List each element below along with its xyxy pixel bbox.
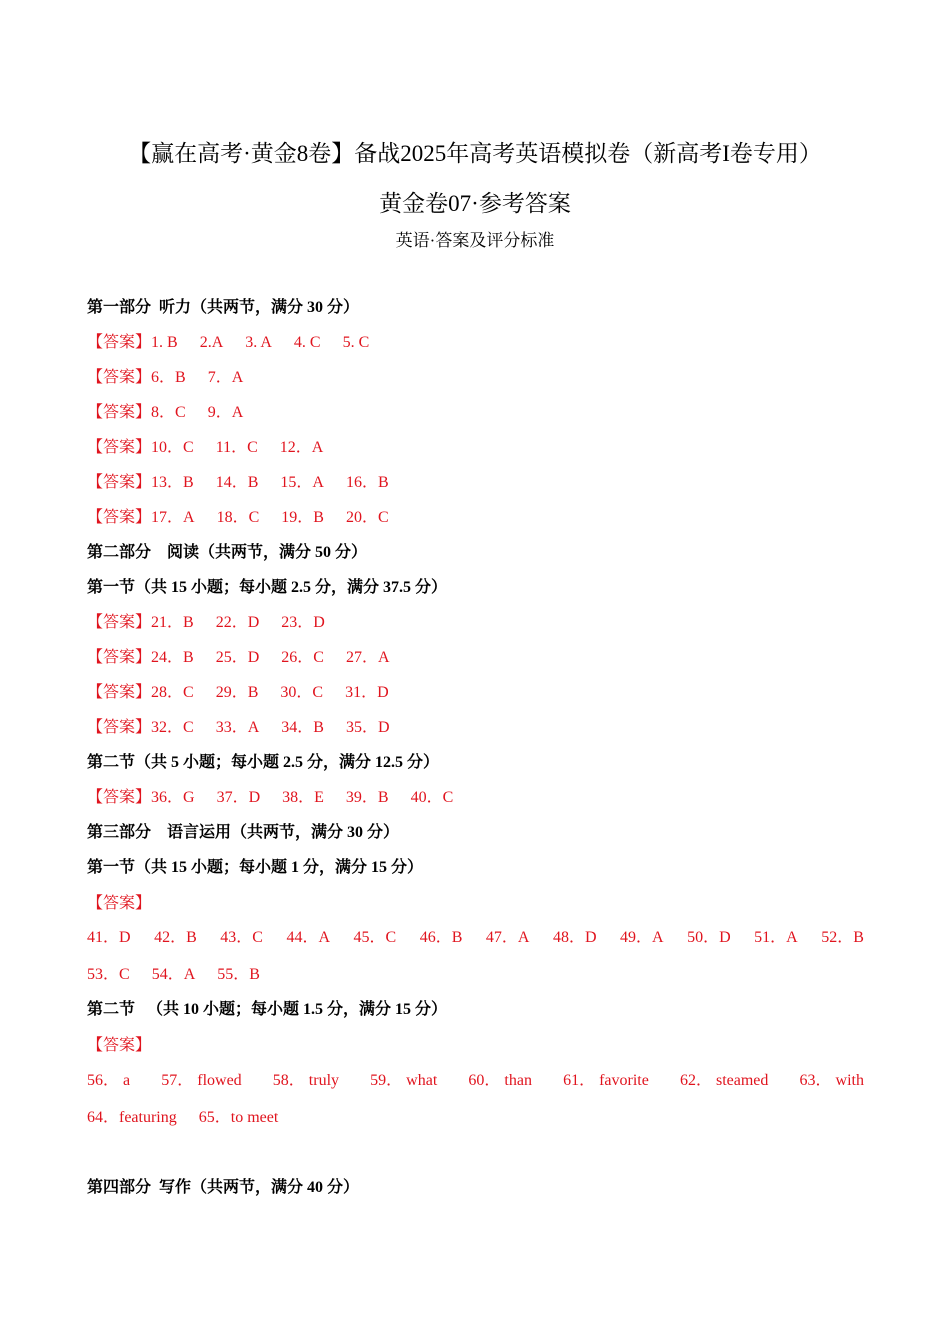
answer-item: 25．D (215, 649, 260, 666)
answer-item: 18．C (216, 509, 260, 526)
answer-item: 14．B (215, 474, 259, 491)
answer-item: 10．C (151, 439, 194, 456)
answer-line (87, 473, 411, 493)
answer-item: 3. A (245, 334, 272, 351)
answer-item: 35．D (345, 719, 390, 736)
answer-line (87, 1108, 300, 1128)
answer-item: 24．B (151, 649, 194, 666)
section-heading: 第二节 （共 10 小题；每小题 1.5 分，满分 15 分） (87, 1001, 448, 1018)
answer-label: 【答案】 (87, 719, 152, 736)
answer-item: 2.A (199, 334, 224, 351)
answer-item: 44．A (286, 929, 330, 946)
answer-item: 59． what (370, 1072, 438, 1089)
answer-item: 48．D (552, 929, 597, 946)
document-title: 【赢在高考·黄金8卷】备战2025年高考英语模拟卷（新高考I卷专用） (128, 141, 822, 166)
answer-item: 31．D (345, 684, 389, 701)
answer-label: 【答案】 (87, 474, 152, 491)
answer-item: 47．A (485, 929, 530, 946)
answer-line (87, 965, 282, 985)
document-subtitle: 黄金卷07·参考答案 (379, 191, 571, 216)
answer-item: 34．B (281, 719, 324, 736)
answer-label: 【答案】 (87, 684, 152, 701)
answer-item: 45．C (353, 929, 397, 946)
answer-item: 33．A (215, 719, 260, 736)
answer-item: 62． steamed (679, 1072, 769, 1089)
answer-line (87, 718, 412, 738)
answer-line (87, 648, 412, 668)
answer-item: 53．C (87, 966, 130, 983)
answer-item: 57． flowed (161, 1072, 242, 1089)
answer-line (87, 894, 151, 914)
answer-item: 32．C (151, 719, 194, 736)
answer-label: 【答案】 (87, 895, 152, 912)
answer-item: 54．A (151, 966, 196, 983)
answer-label: 【答案】 (87, 334, 152, 351)
answer-item: 20．C (345, 509, 389, 526)
answer-item: 61． favorite (563, 1072, 649, 1089)
answer-item: 60． than (468, 1072, 532, 1089)
section-heading: 第一节（共 15 小题；每小题 1 分，满分 15 分） (87, 859, 424, 876)
document-caption: 英语·答案及评分标准 (395, 231, 555, 250)
answer-line (87, 508, 411, 528)
answer-item: 13．B (151, 474, 194, 491)
answer-item: 50．D (687, 929, 731, 946)
answer-item: 52．B (821, 929, 864, 946)
answer-line (87, 613, 347, 633)
answer-item: 37．D (216, 789, 261, 806)
answer-item: 38．E (282, 789, 324, 806)
answer-item: 16．B (345, 474, 389, 491)
answer-line (87, 928, 864, 948)
answer-item: 42．B (154, 929, 197, 946)
answer-line (87, 788, 475, 808)
answer-label: 【答案】 (87, 439, 152, 456)
answer-item: 55．B (217, 966, 260, 983)
answer-item: 58． truly (272, 1072, 340, 1089)
answer-item: 29．B (215, 684, 259, 701)
answer-label: 【答案】 (87, 649, 152, 666)
answer-line (87, 1071, 864, 1091)
section-heading: 第四部分 写作（共两节，满分 40 分） (87, 1179, 360, 1196)
answer-item: 28．C (151, 684, 194, 701)
answer-item: 8．C (151, 404, 186, 421)
answer-item: 43．C (220, 929, 263, 946)
answer-item: 12．A (279, 439, 324, 456)
answer-item: 4. C (293, 334, 321, 351)
answer-item: 51．A (754, 929, 798, 946)
answer-item: 65．to meet (198, 1109, 279, 1126)
answer-item: 36．G (151, 789, 195, 806)
answer-item: 64．featuring (87, 1109, 177, 1126)
answer-item: 11．C (215, 439, 258, 456)
answer-item: 9．A (207, 404, 244, 421)
answer-item: 23．D (281, 614, 325, 631)
answer-item: 39．B (345, 789, 389, 806)
answer-label: 【答案】 (87, 404, 152, 421)
answer-item: 30．C (280, 684, 324, 701)
answer-item: 46．B (419, 929, 463, 946)
answer-item: 5. C (342, 334, 370, 351)
answer-item: 27．A (345, 649, 390, 666)
answer-item: 41．D (87, 929, 131, 946)
answer-item: 15．A (280, 474, 324, 491)
section-heading: 第二部分 阅读（共两节，满分 50 分） (87, 544, 368, 561)
answer-label: 【答案】 (87, 1037, 152, 1054)
answer-item: 6．B (151, 369, 186, 386)
answer-item: 63． with (799, 1072, 864, 1089)
answer-item: 56． a (87, 1072, 131, 1089)
answer-item: 7．A (207, 369, 244, 386)
answer-item: 49．A (620, 929, 664, 946)
section-heading: 第一节（共 15 小题；每小题 2.5 分，满分 37.5 分） (87, 579, 448, 596)
answer-line (87, 368, 265, 388)
answer-item: 19．B (281, 509, 324, 526)
section-heading: 第一部分 听力（共两节，满分 30 分） (87, 299, 360, 316)
section-heading: 第三部分 语言运用（共两节，满分 30 分） (87, 824, 400, 841)
answer-label: 【答案】 (87, 614, 152, 631)
answer-label: 【答案】 (87, 509, 152, 526)
answer-line (87, 403, 265, 423)
section-heading: 第二节（共 5 小题；每小题 2.5 分，满分 12.5 分） (87, 754, 440, 771)
answer-item: 26．C (281, 649, 324, 666)
answer-label: 【答案】 (87, 789, 152, 806)
answer-line (87, 1036, 151, 1056)
answer-item: 21．B (151, 614, 194, 631)
answer-item: 17．A (151, 509, 195, 526)
answer-item: 1. B (151, 334, 178, 351)
answer-item: 22．D (215, 614, 260, 631)
answer-line (87, 438, 345, 458)
answer-item: 40．C (410, 789, 454, 806)
answer-line (87, 683, 411, 703)
answer-line (87, 333, 391, 353)
answer-label: 【答案】 (87, 369, 152, 386)
